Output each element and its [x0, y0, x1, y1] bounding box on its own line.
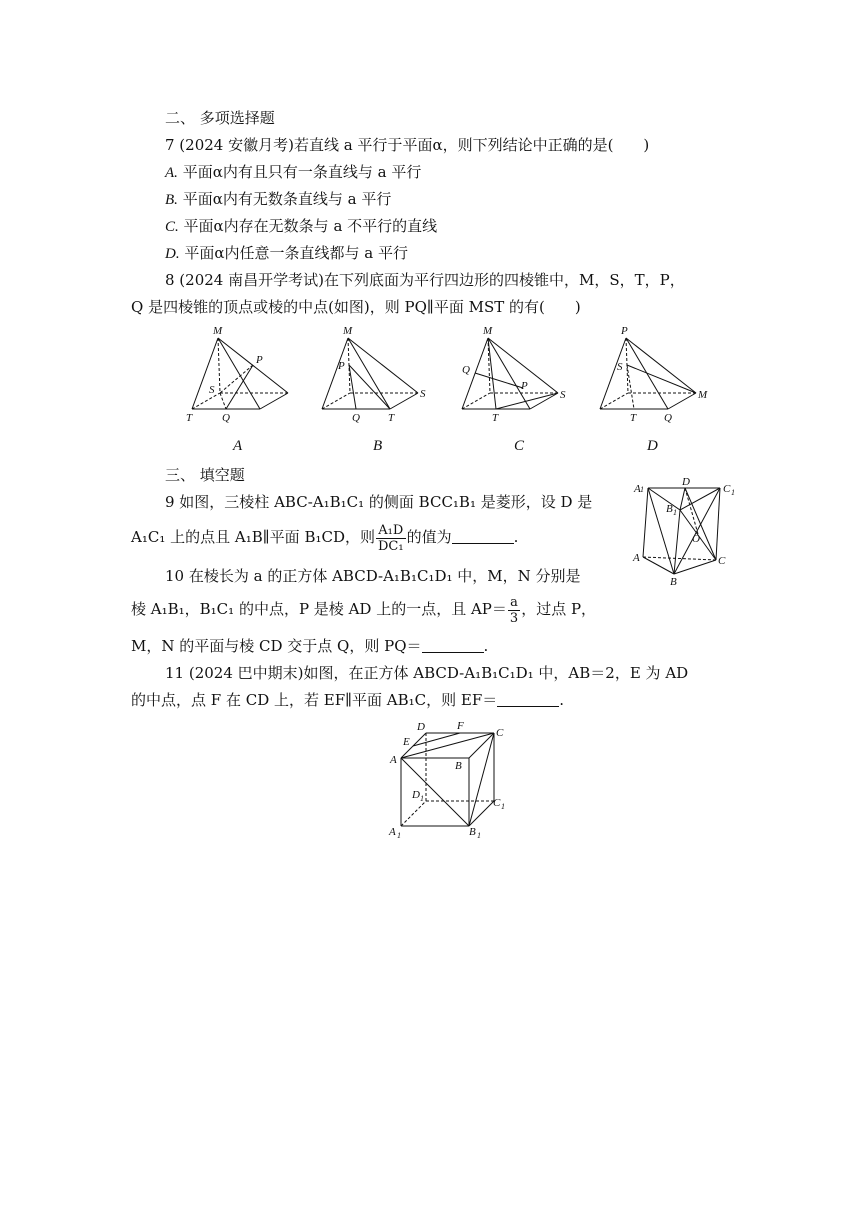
svg-text:T: T	[388, 412, 395, 424]
figure-label-d: D	[647, 438, 658, 454]
option-key: B.	[165, 192, 178, 208]
q11-line1: 11 (2024 巴中期末)如图，在正方体 ABCD-A₁B₁C₁D₁ 中，AB＝2，E 为 AD	[165, 664, 689, 682]
svg-text:D: D	[417, 721, 425, 733]
pyramid-figure-b	[322, 338, 418, 409]
svg-text:Q: Q	[222, 412, 230, 424]
svg-text:M: M	[213, 325, 223, 337]
q7-option-d	[165, 243, 408, 264]
q10-frac-denominator: 3	[509, 610, 519, 626]
svg-text:1: 1	[731, 488, 735, 497]
figure-label-c: C	[514, 438, 525, 454]
svg-text:B: B	[666, 503, 673, 515]
svg-text:1: 1	[673, 508, 677, 517]
svg-text:C: C	[723, 483, 731, 495]
svg-text:S: S	[209, 384, 215, 396]
svg-text:1: 1	[501, 802, 505, 811]
q9-line1: 9 如图，三棱柱 ABC-A₁B₁C₁ 的侧面 BCC₁B₁ 是菱形，设 D 是	[165, 493, 593, 511]
q9-line2	[131, 522, 518, 554]
option-key: A.	[165, 165, 178, 181]
svg-text:Q: Q	[664, 412, 672, 424]
figure-label-a: A	[233, 438, 243, 454]
svg-text:B: B	[455, 760, 462, 772]
q11-line2	[131, 690, 564, 710]
svg-text:A: A	[633, 552, 640, 564]
svg-text:D: D	[412, 789, 420, 801]
q9-line2-pre: A₁C₁ 上的点且 A₁B∥平面 B₁CD，则	[131, 528, 375, 546]
q8-pyramid-figures	[180, 320, 710, 430]
svg-text:A: A	[389, 826, 396, 838]
svg-text:O: O	[692, 533, 700, 545]
q8-line2: Q 是四棱锥的顶点或棱的中点(如图)，则 PQ∥平面 MST 的有( )	[131, 298, 581, 316]
svg-text:B: B	[469, 826, 476, 838]
q9-frac-denominator: DC₁	[377, 538, 404, 554]
svg-text:P: P	[338, 360, 345, 372]
q10-line3-text: M，N 的平面与棱 CD 交于点 Q，则 PQ＝	[131, 637, 422, 655]
q9-fraction	[376, 523, 406, 554]
pyramid-figure-a	[192, 338, 288, 409]
q9-end: .	[513, 528, 519, 546]
option-key: D.	[165, 246, 180, 262]
svg-text:B: B	[670, 576, 677, 586]
q9-prism-figure	[630, 474, 740, 586]
svg-text:A: A	[634, 483, 641, 495]
q7-option-b	[165, 189, 391, 210]
svg-text:T: T	[630, 412, 637, 424]
q10-line1: 10 在棱长为 a 的正方体 ABCD-A₁B₁C₁D₁ 中，M，N 分别是	[165, 567, 581, 585]
option-text: 平面α内有且只有一条直线与 a 平行	[182, 163, 422, 181]
svg-text:T: T	[492, 412, 499, 424]
option-text: 平面α内存在无数条与 a 不平行的直线	[183, 217, 438, 235]
svg-text:P: P	[521, 380, 528, 392]
svg-text:S: S	[617, 361, 623, 373]
q10-answer-blank[interactable]	[422, 638, 484, 653]
q11-answer-blank[interactable]	[497, 692, 559, 707]
q7-option-c	[165, 216, 437, 237]
svg-text:M: M	[698, 389, 708, 401]
pyramid-figure-c	[462, 338, 558, 409]
svg-text:C: C	[496, 727, 504, 739]
q10-fraction	[508, 595, 520, 626]
q9-answer-blank[interactable]	[452, 529, 514, 544]
svg-text:C: C	[493, 797, 501, 809]
q7-stem: 7 (2024 安徽月考)若直线 a 平行于平面α，则下列结论中正确的是( )	[165, 136, 650, 154]
q10-line2-pre: 棱 A₁B₁，B₁C₁ 的中点，P 是棱 AD 上的一点，且 AP＝	[131, 600, 507, 618]
option-key: C.	[165, 219, 179, 235]
option-text: 平面α内有无数条直线与 a 平行	[182, 190, 392, 208]
svg-text:S: S	[420, 388, 426, 400]
svg-text:T: T	[186, 412, 193, 424]
svg-text:M: M	[483, 325, 493, 337]
q8-line1: 8 (2024 南昌开学考试)在下列底面为平行四边形的四棱锥中，M，S，T，P，	[165, 271, 685, 289]
svg-text:1: 1	[420, 794, 424, 803]
section-title-multi-choice: 二、 多项选择题	[165, 109, 275, 127]
q10-line2-post: ，过点 P，	[521, 600, 597, 618]
q11-end: .	[559, 691, 565, 709]
figure-label-b: B	[373, 438, 383, 454]
svg-text:D: D	[682, 476, 690, 488]
q10-line3	[131, 636, 488, 656]
q10-end: .	[483, 637, 489, 655]
svg-text:Q: Q	[462, 364, 470, 376]
svg-text:M: M	[343, 325, 353, 337]
svg-text:E: E	[403, 736, 410, 748]
svg-text:A: A	[390, 754, 397, 766]
section-title-fill-blank: 三、 填空题	[165, 466, 245, 484]
svg-text:F: F	[457, 720, 464, 732]
svg-text:1: 1	[640, 485, 644, 494]
q7-option-a	[165, 162, 421, 183]
q11-line2-text: 的中点，点 F 在 CD 上，若 EF∥平面 AB₁C，则 EF＝	[131, 691, 498, 709]
q10-frac-numerator: a	[508, 595, 520, 611]
q9-line2-post: 的值为	[406, 528, 452, 546]
q10-line2	[131, 594, 596, 626]
option-text: 平面α内任意一条直线都与 a 平行	[184, 244, 408, 262]
pyramid-figure-d	[600, 338, 696, 409]
q11-cube-figure	[385, 718, 515, 840]
q9-frac-numerator: A₁D	[376, 523, 406, 539]
svg-text:C: C	[718, 555, 726, 567]
svg-text:1: 1	[397, 831, 401, 840]
svg-text:P: P	[256, 354, 263, 366]
svg-text:1: 1	[477, 831, 481, 840]
svg-text:Q: Q	[352, 412, 360, 424]
svg-text:S: S	[560, 389, 566, 401]
svg-text:P: P	[621, 325, 628, 337]
